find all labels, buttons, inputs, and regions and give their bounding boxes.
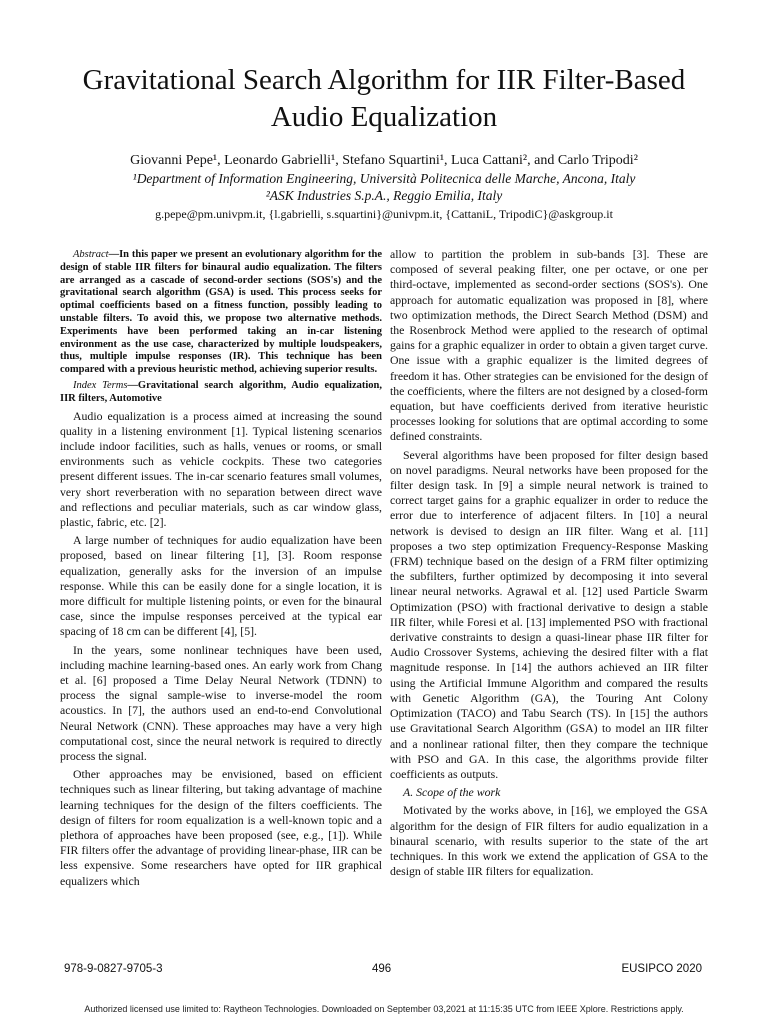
body-paragraph: A large number of techniques for audio equalization have been proposed, based on linear filtering [1], [3]. Room response equalization, generally asks for the inversion of an impulse response. While this can be easily done for a single location, it is more difficult for multiple listening points, or even for the binaural case, since the impulse responses perceived at the typical ear spacing of 18 cm can be different [4], [5]. bbox=[60, 533, 382, 639]
affiliation-2 bbox=[40, 187, 728, 204]
body-paragraph: Other approaches may be envisioned, based on efficient techniques such as linear filtering, but taking advantage of machine learning techniques for the design of the filters coefficients. The design of filters for room equalization is a well-known topic and a plethora of approaches have been proposed (see, e.g., [1]). While FIR filters offer the advantage of providing linear-phase, IIR can be less expensive. Some researchers have opted for IIR graphical equalizers which bbox=[60, 767, 382, 888]
footer-isbn: 978-9-0827-9705-3 bbox=[64, 963, 163, 975]
section-heading: A. Scope of the work bbox=[403, 785, 501, 800]
author-block bbox=[40, 152, 728, 223]
body-paragraph: allow to partition the problem in sub-bands [3]. These are composed of several peaking filter, one per octave, or one per third-octave, implemented as second-order sections (SOS's). One approach for automatic equalization was proposed in [8], where two optimization methods, the Direct Search Method (DSM) and the Rosenbrock Method were applied to the research of optimal gains for a graphic equalizer in order to obtain a given target curve. One issue with a graphic equalizer is the limited degrees of freedom it has. Other strategies can be envisioned for the design of the coefficients, where the filters are not designed by a closed-form equation, but have coefficients derived from iterative heuristic processes looking for solutions that are optimal according to some defined constraints. bbox=[390, 247, 708, 444]
index-terms-text: —Gravitational search algorithm, Audio equalization, IIR filters, Automotive bbox=[60, 379, 382, 404]
author-names: Giovanni Pepe¹, Leonardo Gabrielli¹, Stefano Squartini¹, Luca Cattani², and Carlo Tripodi² bbox=[130, 153, 638, 168]
body-paragraph: Audio equalization is a process aimed at increasing the sound quality in a listening environment [1]. Typical listening scenarios include indoor facilities, such as halls, venues or rooms, or small environments such as vehicle cockpits. These two categories present different issues. The in-car scenario features small volumes, very short reverberation with no separation between direct wave and reflections and peculiar materials, such as car window glass, plastic, fabric, etc. [2]. bbox=[60, 408, 382, 529]
footer-page-number: 496 bbox=[372, 963, 392, 975]
footer-conference: EUSIPCO 2020 bbox=[621, 963, 702, 975]
abstract-text: —In this paper we present an evolutionary algorithm for the design of stable IIR filters for binaural audio equalization. The filters are arranged as a cascade of second-order sections (SOS's) and the gravitational search algorithm (GSA) is used. This process seeks for optimal coefficients based on a fitness function, possibly leading to unstable filters. To avoid this, we propose two alternative methods. Experiments have been performed taking an in-car listening environment as the use case, characterized by multiple loudspeakers, thus, multiple impulse responses (IR). This technique has been compared with a previous heuristic method, achieving superior results. bbox=[60, 249, 382, 376]
affiliation-1-text: ¹Department of Information Engineering, Università Politecnica delle Marche, Ancona, Italy bbox=[132, 171, 636, 186]
abstract-label: Abstract bbox=[73, 249, 109, 260]
title-line-1: Gravitational Search Algorithm for IIR Filter-Based bbox=[82, 64, 686, 96]
paper-title bbox=[40, 62, 728, 136]
body-paragraph: Several algorithms have been proposed for filter design based on novel paradigms. Neural networks have been proposed for the filter design task. In [9] a simple neural network is trained to correct target gains for a graphic equalizer in order to reduce the error due to interference of adjacent filters. In [10] a neural network is devised to design an IIR filter. Wang et al. [11] proposes a two step optimization Frequency-Response Masking (FRM) technique based on the design of a FRM filter optimizing the subfilters, further optimized by decomposing it into several linear neural networks. Agrawal et al. [12] used Particle Swarm Optimization (PSO) with fractional derivative to design a stable IIR filter, while Foresi et al. [13] implemented PSO with fractional derivative constraints to design a quasi-linear phase IIR filter for Audio Crossover Systems, achieving the desired filter with a flat magnitude response. In [14] the authors achieved an IIR filter using the Artificial Immune Algorithm and compared the results with Genetic Algorithm (GA), the Touring Ant Colony Optimization (TACO) and Tabu Search (TS). In [15] the authors use Gravitational Search Algorithm (GSA) to model an IIR filter and a nonlinear rational filter, then they compare the technique with PSO and GA. In this case, the algorithms provide filter coefficients as outputs. bbox=[390, 447, 708, 781]
body-paragraph: Motivated by the works above, in [16], we employed the GSA algorithm for the design of FIR filters for audio equalization in a binaural scenario, with results superior to the state of the art techniques. In this work we extend the application of GSA to the design of stable IIR filters for equalization. bbox=[390, 803, 708, 879]
right-column bbox=[390, 247, 708, 879]
page-footer bbox=[64, 963, 702, 979]
author-emails: g.pepe@pm.univpm.it, {l.gabrielli, s.squartini}@univpm.it, {CattaniL, TripodiC}@askgroup.it bbox=[155, 207, 613, 221]
abstract bbox=[60, 249, 382, 377]
index-terms bbox=[60, 380, 382, 406]
body-paragraph: In the years, some nonlinear techniques have been used, including machine learning-based ones. An early work from Chang et al. [6] proposed a Time Delay Neural Network (TDNN) to process the signal sample-wise to inverse-model the room acoustics. In [7], the authors used an end-to-end Convolutional Neural Network (CNN). These approaches may have a very high computational cost, since the neural network is required to directly process the signal. bbox=[60, 642, 382, 764]
affiliation-2-text: ²ASK Industries S.p.A., Reggio Emilia, Italy bbox=[265, 188, 503, 203]
index-terms-label: Index Terms bbox=[73, 379, 128, 391]
affiliation-1 bbox=[40, 170, 728, 187]
license-notice: Authorized licensed use limited to: Raytheon Technologies. Downloaded on September 03,2021 at 11:15:35 UTC from IEEE Xplore. Restrictions apply. bbox=[84, 1004, 684, 1014]
left-column bbox=[60, 249, 382, 889]
title-line-2: Audio Equalization bbox=[270, 101, 498, 133]
